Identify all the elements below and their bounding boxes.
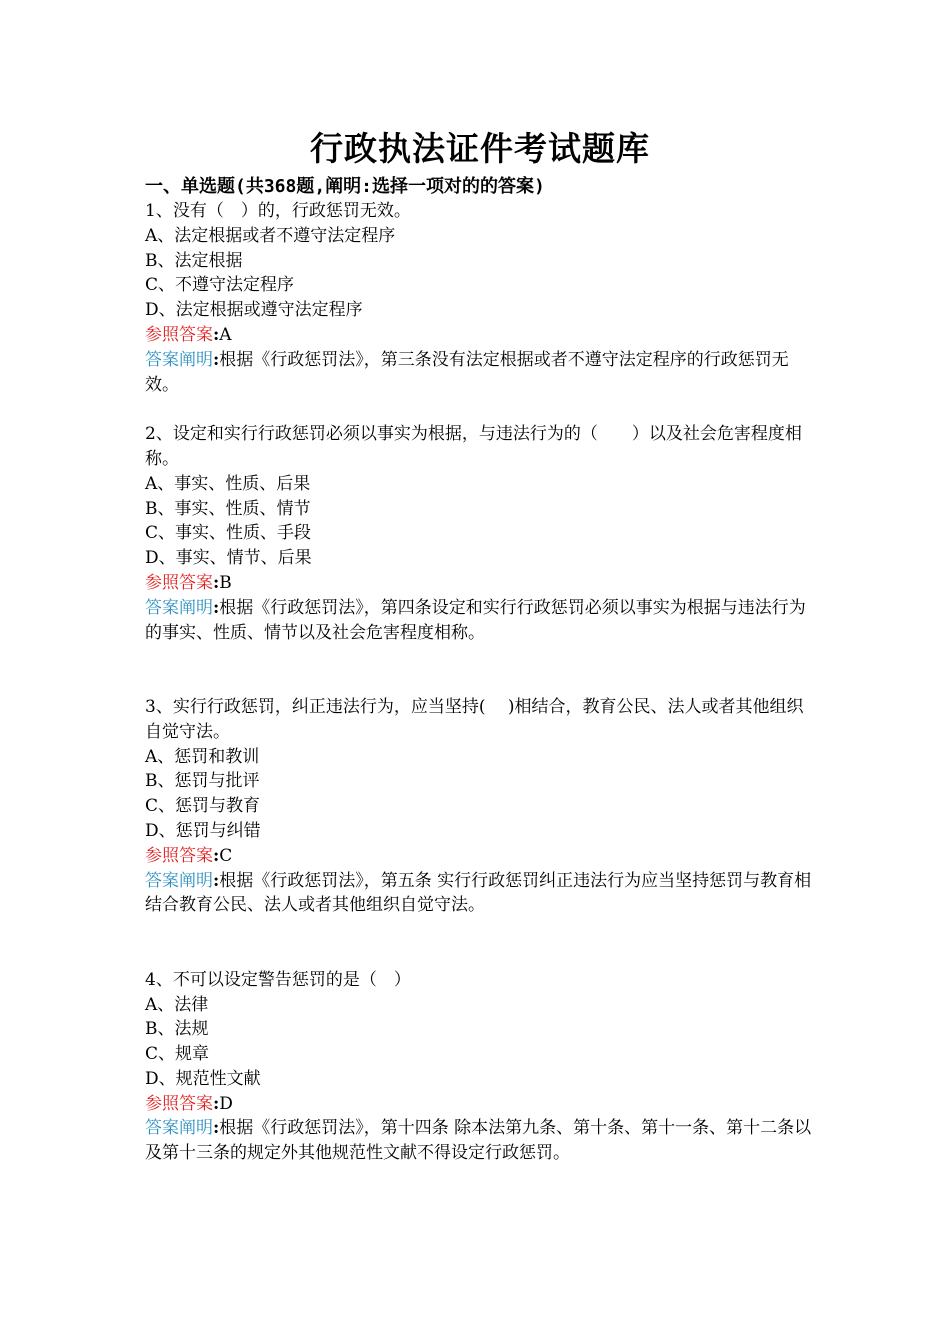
question-stem: 1、没有（ ）的，行政惩罚无效。 (145, 201, 411, 221)
option-d: D、法定根据或遵守法定程序 (145, 300, 363, 321)
option-b: B、法规 (145, 1019, 209, 1040)
spacer (145, 918, 815, 968)
question-stem: 4、不可以设定警告惩罚的是（ ） (145, 969, 411, 990)
option-b: B、事实、性质、情节 (145, 498, 311, 519)
explanation-label: 答案阐明 (145, 1118, 213, 1139)
answer-label: 参照答案 (145, 845, 213, 866)
explanation-text: 根据《行政惩罚法》，第十四条 除本法第九条、第十条、第十一条、第十二条以及第十三条的规定外其他规范性文献不得设定行政惩罚。 (145, 1118, 812, 1164)
explanation-text: 根据《行政惩罚法》，第五条 实行行政惩罚纠正违法行为应当坚持惩罚与教育相结合教育公民、法人或者其他组织自觉守法。 (145, 870, 812, 916)
answer-line (145, 1092, 815, 1117)
answer-value: D (219, 1093, 233, 1114)
explanation-colon: : (213, 870, 220, 891)
answer-line (145, 571, 815, 596)
option-a: A、法律 (145, 994, 209, 1015)
explanation-colon: : (213, 349, 220, 370)
explanation-text: 根据《行政惩罚法》，第三条没有法定根据或者不遵守法定程序的行政惩罚无效。 (145, 349, 789, 395)
explanation-line (145, 869, 815, 919)
option-b: B、法定根据 (145, 250, 243, 271)
explanation-text: 根据《行政惩罚法》，第四条设定和实行行政惩罚必须以事实为根据与违法行为的事实、性质、情节以及社会危害程度相称。 (145, 597, 806, 643)
explanation-line (145, 348, 815, 398)
explanation-colon: : (213, 597, 220, 618)
answer-colon: : (213, 1093, 220, 1114)
document-title: 行政执法证件考试题库 (310, 129, 650, 168)
question-4 (145, 968, 815, 1166)
explanation-label: 答案阐明 (145, 870, 213, 891)
explanation-line (145, 1116, 815, 1166)
spacer (145, 645, 815, 695)
answer-line (145, 844, 815, 869)
document-page (145, 126, 815, 1166)
option-d: D、事实、情节、后果 (145, 548, 312, 569)
spacer (145, 397, 815, 422)
question-2 (145, 422, 815, 645)
option-b: B、惩罚与批评 (145, 771, 260, 792)
explanation-label: 答案阐明 (145, 349, 213, 370)
answer-colon: : (213, 572, 220, 593)
explanation-colon: : (213, 1118, 220, 1139)
option-a: A、法定根据或者不遵守法定程序 (145, 225, 396, 246)
question-stem: 2、设定和实行行政惩罚必须以事实为根据，与违法行为的（ ）以及社会危害程度相称。 (145, 424, 802, 469)
answer-value: A (219, 324, 232, 345)
option-c: C、事实、性质、手段 (145, 523, 312, 544)
option-c: C、不遵守法定程序 (145, 275, 295, 296)
answer-label: 参照答案 (145, 572, 213, 593)
question-1 (145, 199, 815, 397)
answer-label: 参照答案 (145, 324, 213, 345)
option-c: C、惩罚与教育 (145, 796, 261, 817)
answer-line (145, 323, 815, 348)
section-heading: 一、单选题(共368题,阐明:选择一项对的的答案) (145, 176, 545, 197)
answer-colon: : (213, 845, 220, 866)
explanation-label: 答案阐明 (145, 597, 213, 618)
option-a: A、事实、性质、后果 (145, 473, 311, 494)
answer-colon: : (213, 324, 220, 345)
option-c: C、规章 (145, 1044, 210, 1065)
answer-value: C (219, 845, 233, 866)
option-d: D、规范性文献 (145, 1068, 261, 1089)
question-stem: 3、实行行政惩罚，纠正违法行为，应当坚持( )相结合，教育公民、法人或者其他组织自觉守法。 (145, 696, 804, 742)
option-a: A、惩罚和教训 (145, 746, 260, 767)
answer-label: 参照答案 (145, 1093, 213, 1114)
option-d: D、惩罚与纠错 (145, 820, 261, 841)
answer-value: B (219, 572, 232, 593)
question-3 (145, 695, 815, 918)
explanation-line (145, 596, 815, 646)
